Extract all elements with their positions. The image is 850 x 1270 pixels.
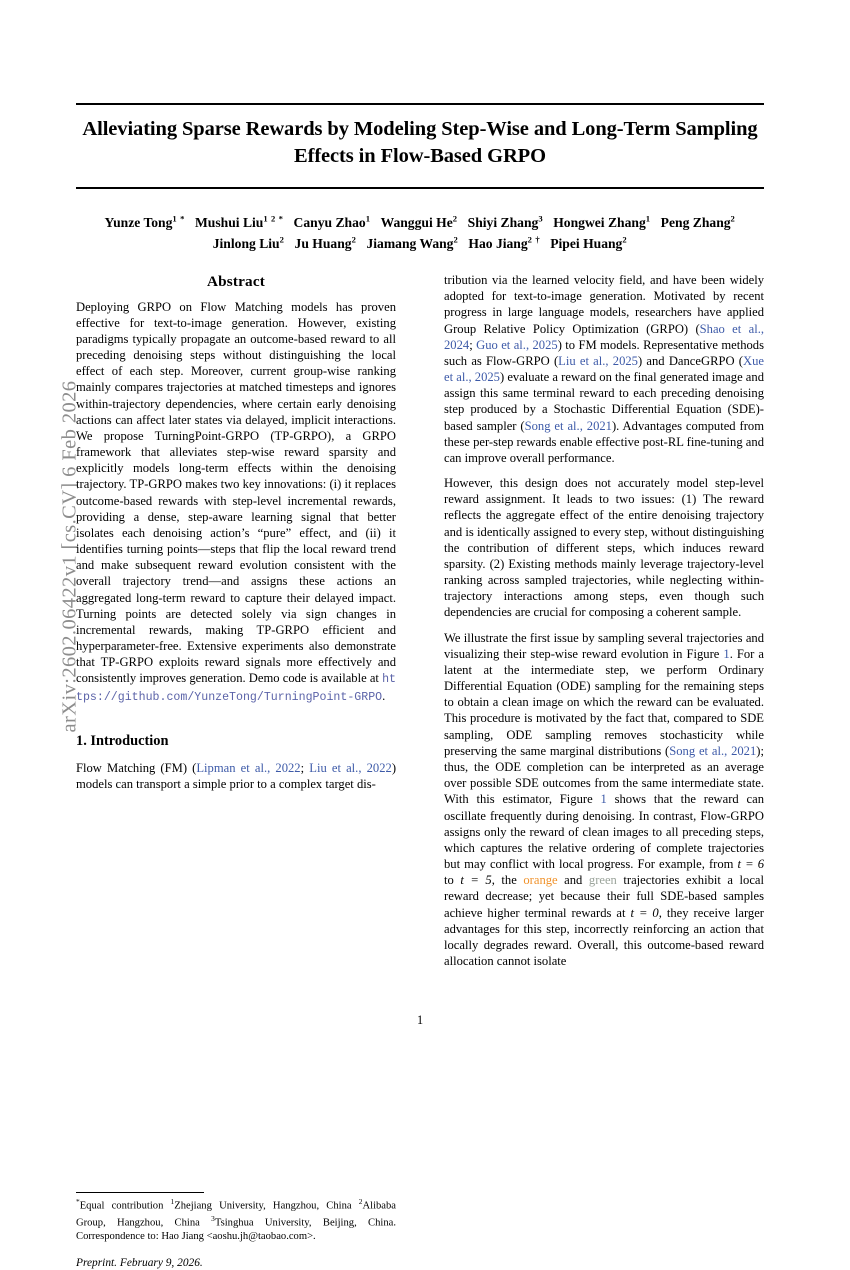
author-name: Jinlong Liu: [212, 236, 280, 252]
author-affiliation-mark: 3: [538, 213, 544, 224]
arxiv-stamp: [0, 0, 81, 1100]
footnote-mark-star: *: [76, 1197, 80, 1206]
math-inline: t = 0: [630, 905, 659, 920]
author-affiliation-mark: 1 2 *: [263, 213, 284, 224]
author-name: Ju Huang: [294, 236, 352, 252]
author-entry: [213, 236, 285, 251]
paragraph-text: tribution via the learned velocity field, and have been widely adopted for text-to-image generation. Motivated by recent progress in large language models, researchers have applied Group Relative Policy Optimization (GRPO) (: [444, 273, 764, 336]
abstract-heading: Abstract: [206, 273, 266, 290]
citation-link[interactable]: Liu et al., 2022: [309, 760, 392, 775]
footnote-rule: [76, 1192, 204, 1193]
paper-sheet: [76, 0, 765, 1269]
paragraph-text: ) to FM models. Representative methods such as Flow-GRPO (: [444, 337, 764, 368]
paragraph-text: ). Advantages computed from these per-step rewards enable effective post-RL fine-tuning and can improve overall performance.: [444, 418, 765, 465]
author-affiliation-mark: 2: [452, 213, 458, 224]
left-column: [76, 272, 397, 1269]
author-entry: [553, 215, 650, 230]
paragraph-text: ) and DanceGRPO (: [637, 353, 743, 368]
paragraph-text: ;: [469, 337, 477, 352]
footnote-mark-2: 2: [358, 1197, 363, 1206]
figure-reference[interactable]: 1: [723, 646, 730, 661]
author-name: Jiamang Wang: [366, 236, 454, 252]
author-entry: [105, 215, 185, 230]
keyword-orange: orange: [523, 873, 558, 888]
body-paragraph-2: However, this design does not accurately model step-level reward assignment. It leads to two issues: (1) The reward reflects the aggregate effect of the entire denoising trajectory and is identically assigned to every step, without distinguishing the contribution of different steps, which induces reward sparsity. (2) Existing methods mainly leverage trajectory-level ranking across sampled trajectories, while neglecting within-trajectory interactions among steps, even though such dependencies are crucial for composing a coherent sample.: [444, 476, 764, 620]
author-name: Hongwei Zhang: [553, 215, 646, 230]
author-name: Peng Zhang: [660, 215, 731, 230]
footnote-equal-contribution: Equal contribution: [79, 1200, 171, 1212]
author-entry: [468, 215, 544, 230]
author-entry: [295, 236, 357, 251]
paragraph-text: , they receive larger advantages for this step, incorrectly reinforcing an action that locally degrades reward. Overall, this outcome-based reward allocation cannot isolate: [444, 905, 765, 969]
math-inline: t = 6: [737, 857, 764, 872]
author-entry: [294, 215, 371, 230]
author-name: Wanggui He: [380, 215, 453, 230]
author-affiliation-mark: 2: [730, 213, 736, 224]
citation-link[interactable]: Shao et al., 2024: [444, 321, 764, 352]
footnote-area: [76, 1192, 396, 1270]
author-name: Mushui Liu: [194, 215, 264, 230]
body-paragraph-3: [444, 630, 764, 970]
paragraph-text: shows that the reward can oscillate frequently during denoising. In contrast, Flow-GRPO assigns only the reward of clean images to all preceding steps, which captures the relative ordering of complete trajectories but may conflict with local progress. For example, from: [444, 792, 764, 872]
preprint-notice: Preprint. February 9, 2026.: [76, 1256, 203, 1269]
paragraph-text: . For a latent at the intermediate step, we perform Ordinary Differential Equation (ODE) sampling for the remaining steps to obtain a clean image on which the reward can be evaluated. This procedure is motivated by the fact that, compared to SDE sampling, ODE sampling removes stochasticity while preserving the same marginal distributions (: [444, 646, 764, 758]
intro-text: Flow Matching (FM) (: [76, 760, 197, 775]
figure-reference[interactable]: 1: [600, 792, 607, 807]
arxiv-stamp-text: arXiv:2602.06422v1 [cs.CV] 6 Feb 2026: [58, 380, 81, 733]
footnote-affiliation-2: Alibaba Group, Hangzhou, China: [76, 1200, 397, 1229]
author-line-2: [76, 233, 764, 254]
author-name: Shiyi Zhang: [467, 215, 539, 230]
intro-paragraph: [76, 760, 396, 792]
body-paragraph-1: [444, 272, 764, 466]
author-affiliation-mark: 1: [365, 213, 371, 224]
right-column: [444, 272, 764, 978]
author-affiliation-mark: 2: [622, 234, 628, 245]
author-entry: [195, 215, 284, 230]
keyword-green: green: [588, 873, 617, 888]
author-name: Yunze Tong: [104, 215, 173, 230]
paragraph-text: ); thus, the ODE completion can be interpreted as an average over possible SDE outcomes from the same intermediate state. With this estimator, Figure: [444, 743, 764, 807]
author-name: Pipei Huang: [550, 236, 623, 252]
author-line-1: [76, 212, 764, 233]
abstract-body: [76, 299, 396, 707]
intro-text: ;: [300, 760, 310, 775]
author-affiliation-mark: 2: [453, 234, 459, 245]
paragraph-text: We illustrate the first issue by sampling several trajectories and visualizing their step-wise reward evolution in Figure: [444, 630, 764, 661]
citation-link[interactable]: Xue et al., 2025: [444, 353, 764, 385]
author-list: [76, 212, 764, 254]
author-entry: [550, 236, 627, 251]
author-name: Canyu Zhao: [293, 215, 366, 230]
author-entry: [366, 236, 458, 251]
paragraph-text: to: [444, 873, 461, 888]
paragraph-text: trajectories exhibit a local reward decrease; yet because their full SDE-based samples achieve higher terminal rewards at: [444, 873, 765, 920]
footnote-mark-1: 1: [170, 1197, 175, 1206]
footnote-affiliation-1: Zhejiang University, Hangzhou, China: [174, 1200, 359, 1212]
math-inline: t = 5: [460, 873, 492, 888]
paragraph-text: ) evaluate a reward on the final generated image and assign this same terminal reward to each preceding denoising step produced by a Stochastic Differential Equation (SDE)-based sampler (: [444, 370, 764, 433]
page-title: Alleviating Sparse Rewards by Modeling Step-Wise and Long-Term Sampling Effects in Flow-Based GRPO: [82, 118, 758, 168]
page-number: 1: [416, 1013, 424, 1027]
repo-url-link[interactable]: https://github.com/YunzeTong/TurningPoint-GRPO: [76, 673, 396, 705]
author-entry: [381, 215, 458, 230]
author-affiliation-mark: 2: [351, 234, 357, 245]
abstract-text: Deploying GRPO on Flow Matching models has proven effective for text-to-image generation. However, existing paradigms typically propagate an outcome-based reward to all preceding denoising steps without distinguishing the local effect of each step. Moreover, current group-wise ranking mainly compares trajectories at matched timesteps and ignores within-trajectory dependencies, where certain early denoising actions can affect later states via delayed, implicit interactions. We propose TurningPoint-GRPO (TP-GRPO), a GRPO framework that alleviates step-wise reward sparsity and explicitly models long-term effects within the denoising trajectory. TP-GRPO makes two key innovations: (i) it replaces outcome-based rewards with step-level incremental rewards, providing a dense, step-aware learning signal that better isolates each denoising action’s “pure” effect, and (ii) it identifies turning points—steps that flip the local reward trend and make subsequent reward evolution consistent with the overall trajectory trend—and assigns these actions an aggregated long-term reward to capture their delayed impact. Turning points are detected solely via sign changes in incremental rewards, making TP-GRPO efficient and hyperparameter-free. Extensive experiments also demonstrate that TP-GRPO exploits reward signals more effectively and consistently improves generation. Demo code is available at: [76, 299, 396, 686]
footnote-affiliation-3: Tsinghua University, Beijing, China. Correspondence to: Hao Jiang <aoshu.jh@taobao.com>.: [76, 1217, 396, 1243]
footnote-mark-3: 3: [211, 1213, 215, 1223]
citation-link[interactable]: Guo et al., 2025: [476, 337, 558, 352]
paragraph-text: , the: [491, 873, 524, 888]
author-name: Hao Jiang: [468, 236, 528, 252]
abstract-text-tail: .: [382, 689, 386, 704]
header-rule-bottom: [76, 187, 764, 189]
citation-link[interactable]: Song et al., 2021: [524, 418, 612, 433]
author-affiliation-mark: 2: [279, 234, 285, 245]
author-entry: [468, 236, 540, 251]
author-affiliation-mark: 2 †: [527, 234, 541, 245]
author-affiliation-mark: 1 *: [172, 213, 185, 224]
author-entry: [661, 215, 736, 230]
intro-text: ) models can transport a simple prior to a complex target dis-: [76, 760, 397, 791]
author-affiliation-mark: 1: [645, 213, 651, 224]
footnote-text: [76, 1197, 396, 1245]
header-rule-top: [76, 103, 764, 105]
section-heading-introduction: 1. Introduction: [76, 733, 169, 750]
citation-link[interactable]: Song et al., 2021: [669, 743, 757, 758]
citation-link[interactable]: Liu et al., 2025: [558, 353, 638, 368]
citation-link[interactable]: Lipman et al., 2022: [196, 760, 301, 775]
paragraph-text: and: [557, 873, 589, 888]
